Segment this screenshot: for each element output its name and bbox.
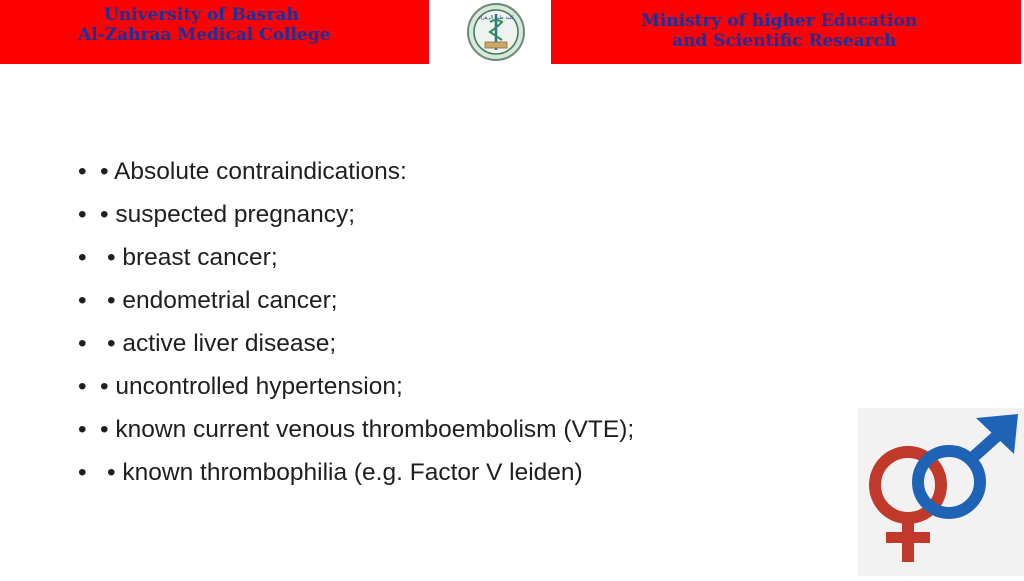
list-item: • • active liver disease; bbox=[78, 330, 337, 357]
list-item: • • known current venous thromboembolism (VTE); bbox=[78, 416, 635, 443]
ministry-subtitle: and Scientific Research bbox=[672, 31, 897, 51]
header-banner-right bbox=[551, 0, 1021, 64]
list-item: • • suspected pregnancy; bbox=[78, 201, 356, 228]
seal-lettering: كلية طب الزهراء bbox=[478, 15, 514, 21]
university-name: University of Basrah bbox=[104, 5, 299, 25]
list-item: • • Absolute contraindications: bbox=[78, 158, 407, 185]
list-item: • • uncontrolled hypertension; bbox=[78, 373, 403, 400]
college-seal-icon bbox=[466, 2, 526, 62]
contraindications-list bbox=[78, 154, 634, 498]
list-item: • • endometrial cancer; bbox=[78, 287, 338, 314]
ministry-name: Ministry of higher Education bbox=[641, 11, 918, 31]
header-banner-left bbox=[0, 0, 429, 64]
college-name: Al-Zahraa Medical College bbox=[78, 25, 331, 45]
list-item: • • known thrombophilia (e.g. Factor V leiden) bbox=[78, 459, 583, 486]
gender-symbols-icon bbox=[858, 408, 1024, 576]
list-item: • • breast cancer; bbox=[78, 244, 278, 271]
